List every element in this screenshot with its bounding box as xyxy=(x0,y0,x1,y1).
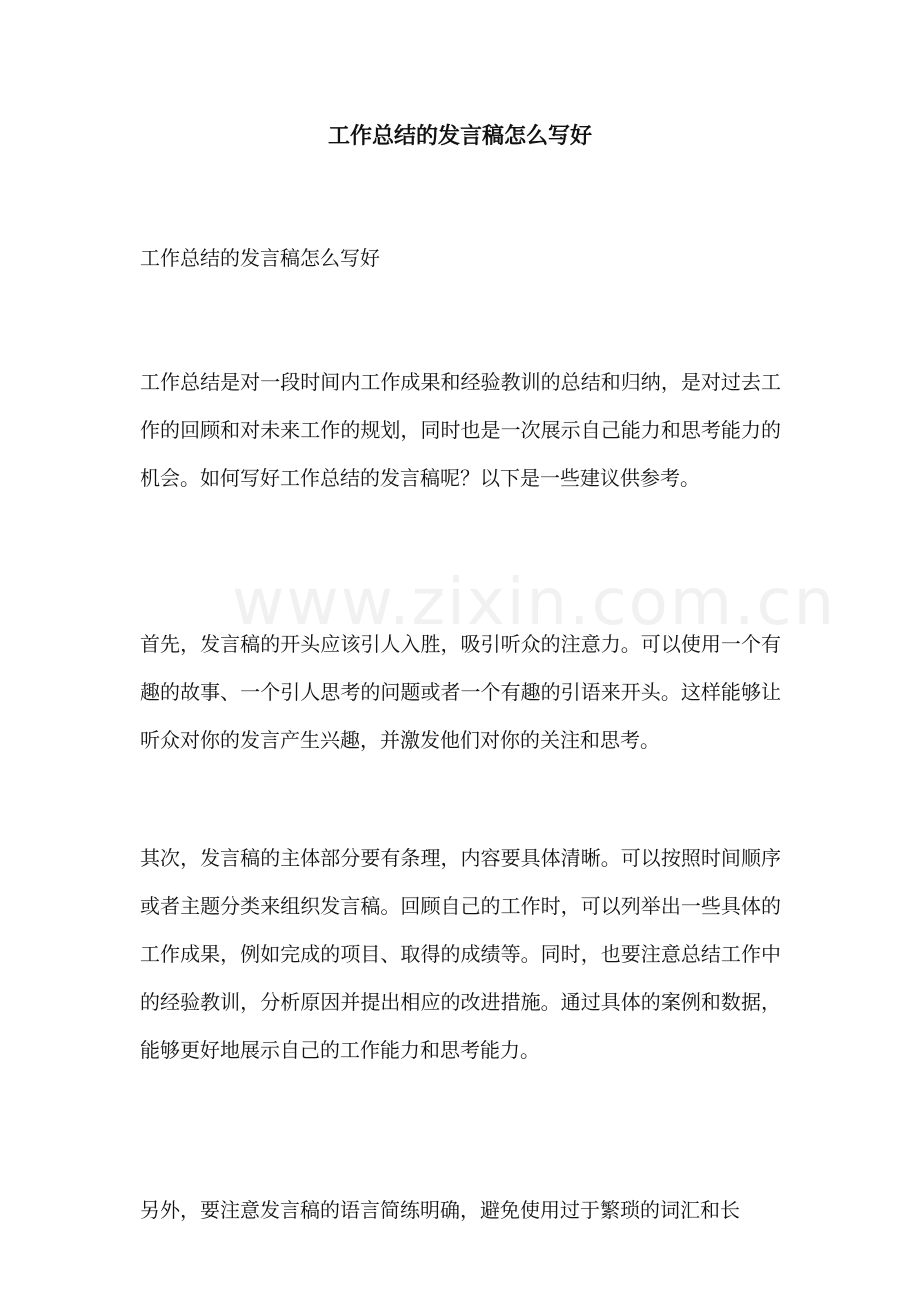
paragraph-opening-advice: 首先，发言稿的开头应该引人入胜，吸引听众的注意力。可以使用一个有趣的故事、一个引人思考的问题或者一个有趣的引语来开头。这样能够让听众对你的发言产生兴趣，并激发他们对你的关注和思考。 xyxy=(140,632,781,752)
document-subtitle: 工作总结的发言稿怎么写好 xyxy=(140,246,380,270)
document-title: 工作总结的发言稿怎么写好 xyxy=(327,123,592,149)
watermark: www.zixin.com.cn xyxy=(232,566,837,640)
paragraph-body-advice: 其次，发言稿的主体部分要有条理，内容要具体清晰。可以按照时间顺序或者主题分类来组织发言稿。回顾自己的工作时，可以列举出一些具体的工作成果，例如完成的项目、取得的成绩等。同时，也要注意总结工作中的经验教训，分析原因并提出相应的改进措施。通过具体的案例和数据，能够更好地展示自己的工作能力和思考能力。 xyxy=(140,846,781,1062)
paragraph-intro: 工作总结是对一段时间内工作成果和经验教训的总结和归纳，是对过去工作的回顾和对未来工作的规划，同时也是一次展示自己能力和思考能力的机会。如何写好工作总结的发言稿呢？以下是一些建议供参考。 xyxy=(140,370,781,490)
paragraph-language-advice: 另外，要注意发言稿的语言简练明确，避免使用过于繁琐的词汇和长 xyxy=(140,1198,740,1222)
